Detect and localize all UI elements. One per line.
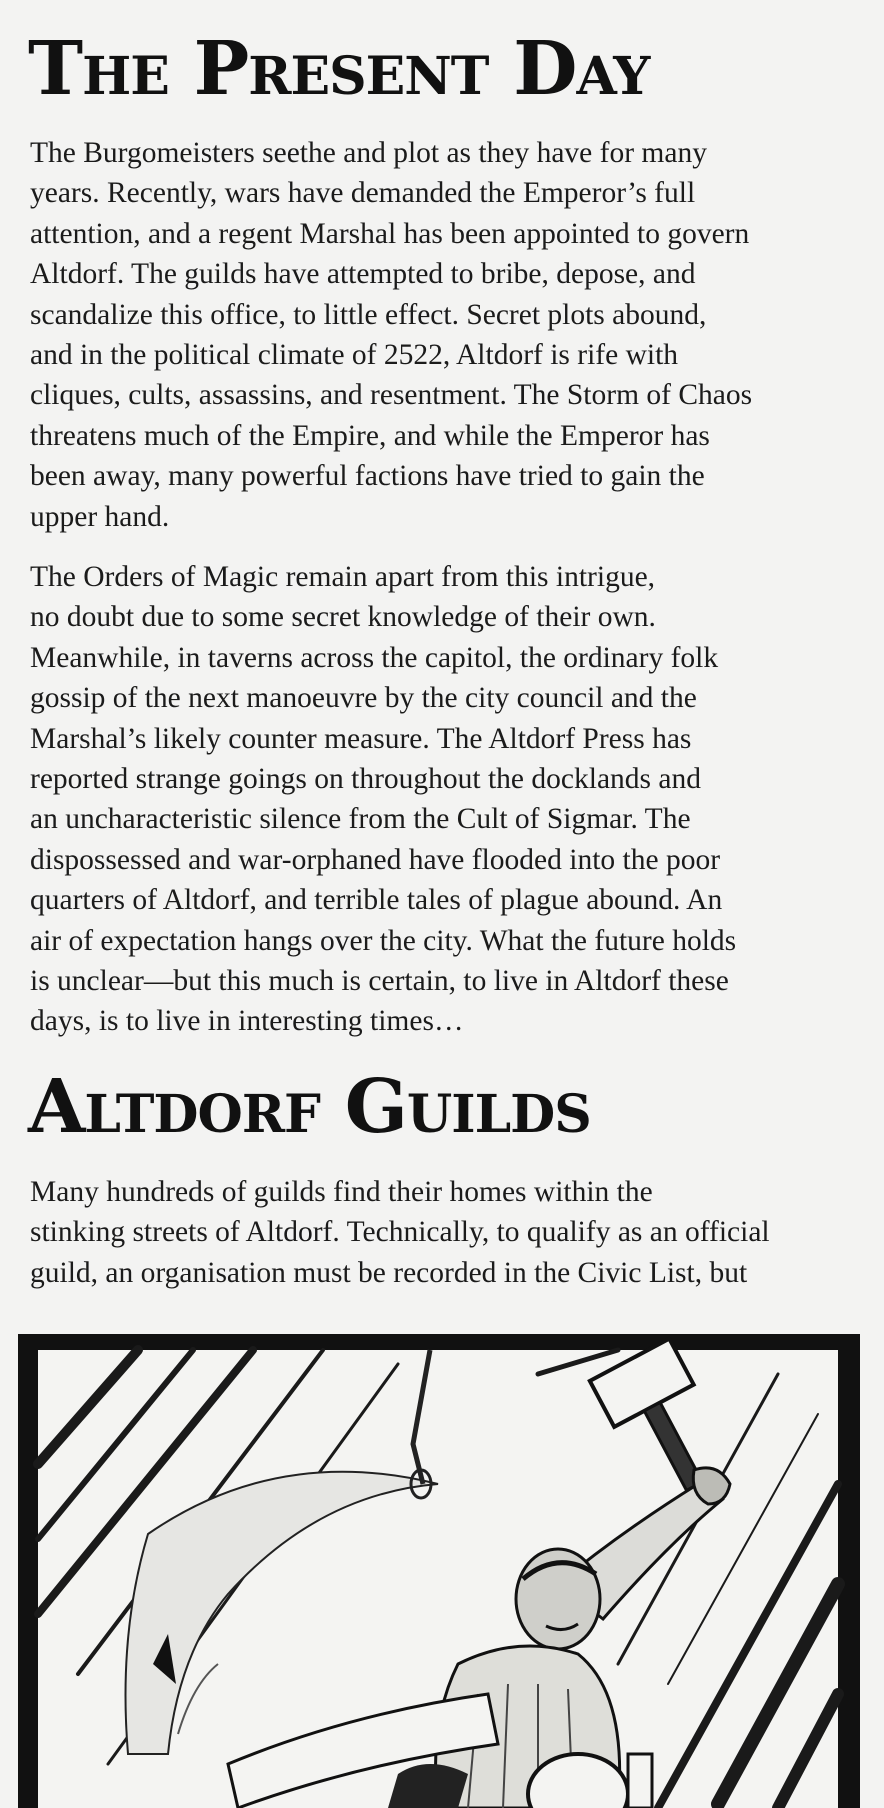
text-line: upper hand.	[30, 500, 170, 533]
text-line: been away, many powerful factions have tried to gain the	[30, 460, 705, 493]
text-line: The Burgomeisters seethe and plot as they have for many	[30, 137, 707, 169]
text-line: an uncharacteristic silence from the Cult of Sigmar. The	[30, 803, 691, 836]
text-line: reported strange goings on throughout the docklands and	[30, 763, 701, 796]
text-line: guild, an organisation must be recorded in the Civic List, but	[30, 1256, 748, 1289]
paragraph-altdorf-guilds-1	[30, 1172, 864, 1293]
text-line: is unclear—but this much is certain, to live in Altdorf these	[30, 965, 729, 998]
text-line: Altdorf. The guilds have attempted to bribe, depose, and	[30, 258, 696, 291]
text-line: and in the political climate of 2522, Altdorf is rife with	[30, 339, 679, 372]
text-line: stinking streets of Altdorf. Technically, to qualify as an official	[30, 1216, 770, 1249]
text-line: Marshal’s likely counter measure. The Altdorf Press has	[30, 722, 692, 755]
text-line: Many hundreds of guilds find their homes within the	[30, 1176, 653, 1208]
text-line: attention, and a regent Marshal has been appointed to govern	[30, 217, 750, 250]
text-line: days, is to live in interesting times…	[30, 1005, 464, 1038]
text-line: threatens much of the Empire, and while the Emperor has	[30, 419, 710, 452]
text-line: gossip of the next manoeuvre by the city council and the	[30, 682, 697, 715]
text-line: cliques, cults, assassins, and resentment. The Storm of Chaos	[30, 379, 753, 412]
paragraph-present-day-1	[30, 133, 864, 537]
text-line: Meanwhile, in taverns across the capitol, the ordinary folk	[30, 641, 719, 674]
text-line: quarters of Altdorf, and terrible tales of plague abound. An	[30, 884, 723, 917]
paragraph-present-day-2	[30, 557, 864, 1042]
text-line: no doubt due to some secret knowledge of their own.	[30, 601, 656, 634]
text-line: dispossessed and war-orphaned have flooded into the poor	[30, 843, 721, 876]
section-title-altdorf-guilds: Altdorf Guilds	[28, 1064, 591, 1150]
text-line: years. Recently, wars have demanded the Emperor’s full	[30, 177, 696, 210]
text-line: scandalize this office, to little effect. Secret plots abound,	[30, 298, 707, 331]
section-title-present-day: The Present Day	[28, 26, 650, 112]
text-line: The Orders of Magic remain apart from this intrigue,	[30, 561, 656, 593]
illustration-figure-with-cleaver	[18, 1334, 860, 1808]
text-line: air of expectation hangs over the city. What the future holds	[30, 924, 737, 957]
